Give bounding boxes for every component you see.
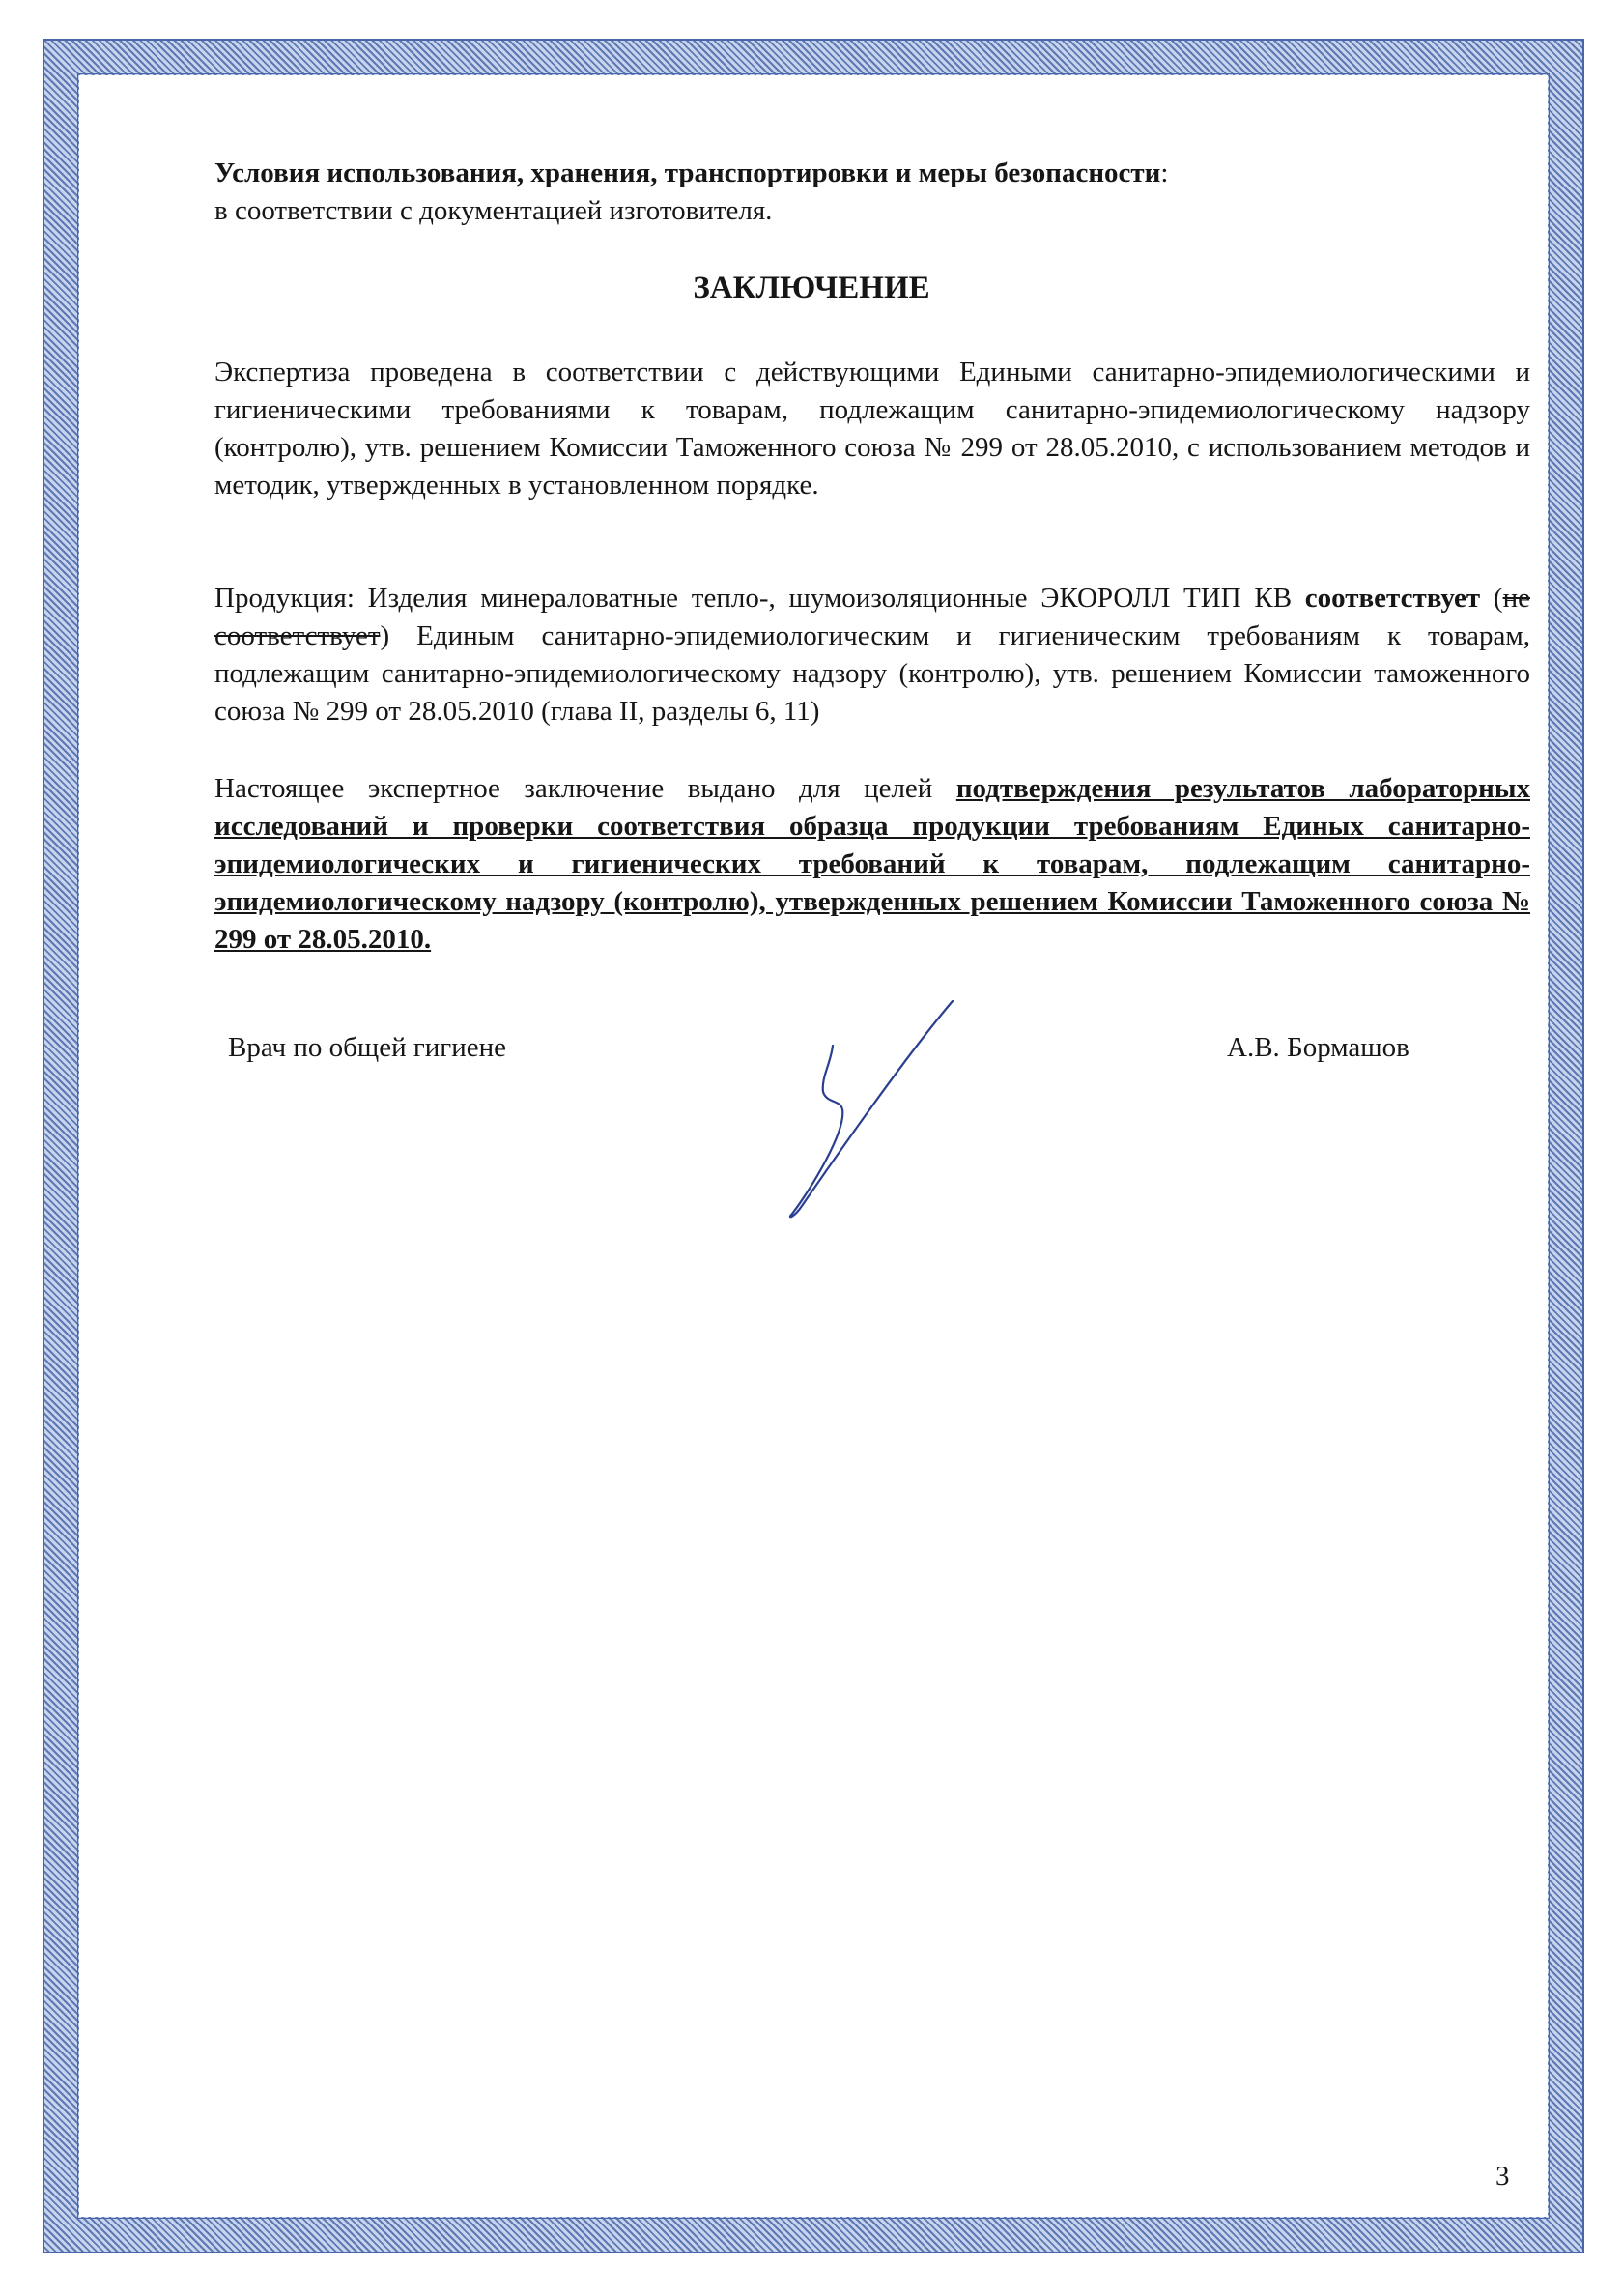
- product-requirements: ) Единым санитарно-эпидемиологическим и гигиеническим требованиям к товарам, подлежащим санитарно-эпидемиологическому надзору (контролю), утв. решением Комиссии таможенного союза № 299 от 28.05.2010 (глава II, разделы 6, 11): [214, 620, 1530, 727]
- conditions-colon: :: [1160, 158, 1169, 188]
- conditions-section: [214, 155, 1530, 230]
- signer-name: А.В. Бормашов: [1227, 1032, 1409, 1063]
- conclusion-title: ЗАКЛЮЧЕНИЕ: [693, 271, 930, 305]
- handwritten-signature: [763, 986, 976, 1227]
- struck-verdict: не соответствует: [214, 583, 1530, 651]
- purpose-intro: Настоящее экспертное заключение выдано для целей: [214, 773, 956, 804]
- paragraph-product: [214, 580, 1530, 731]
- signer-position: Врач по общей гигиене: [228, 1032, 506, 1063]
- purpose-text: подтверждения результатов лабораторных исследований и проверки соответствия образца продукции требованиям Единых санитарно-эпидемиологических и гигиенических требований к товарам, подлежащим санитарно-эпидемиологическому надзору (контролю), утвержденных решением Комиссии Таможенного союза № 299 от 28.05.2010.: [214, 773, 1530, 955]
- paragraph-purpose: [214, 770, 1530, 959]
- conditions-text: в соответствии с документацией изготовителя.: [214, 195, 773, 226]
- conditions-heading: Условия использования, хранения, транспортировки и меры безопасности: [214, 158, 1161, 188]
- page-number: 3: [1495, 2161, 1510, 2192]
- paren-open: (: [1480, 583, 1503, 614]
- product-text: Продукция: Изделия минераловатные тепло-, шумоизоляционные ЭКОРОЛЛ ТИП КВ: [214, 583, 1293, 614]
- paragraph-expertise: Экспертиза проведена в соответствии с действующими Едиными санитарно-эпидемиологическими и гигиеническими требованиями к товарам, подлежащим санитарно-эпидемиологическому надзору (контролю), утв. решением Комиссии Таможенного союза № 299 от 28.05.2010, с использованием методов и методик, утвержденных в установленном порядке.: [214, 357, 1530, 501]
- verdict-text: соответствует: [1304, 583, 1481, 614]
